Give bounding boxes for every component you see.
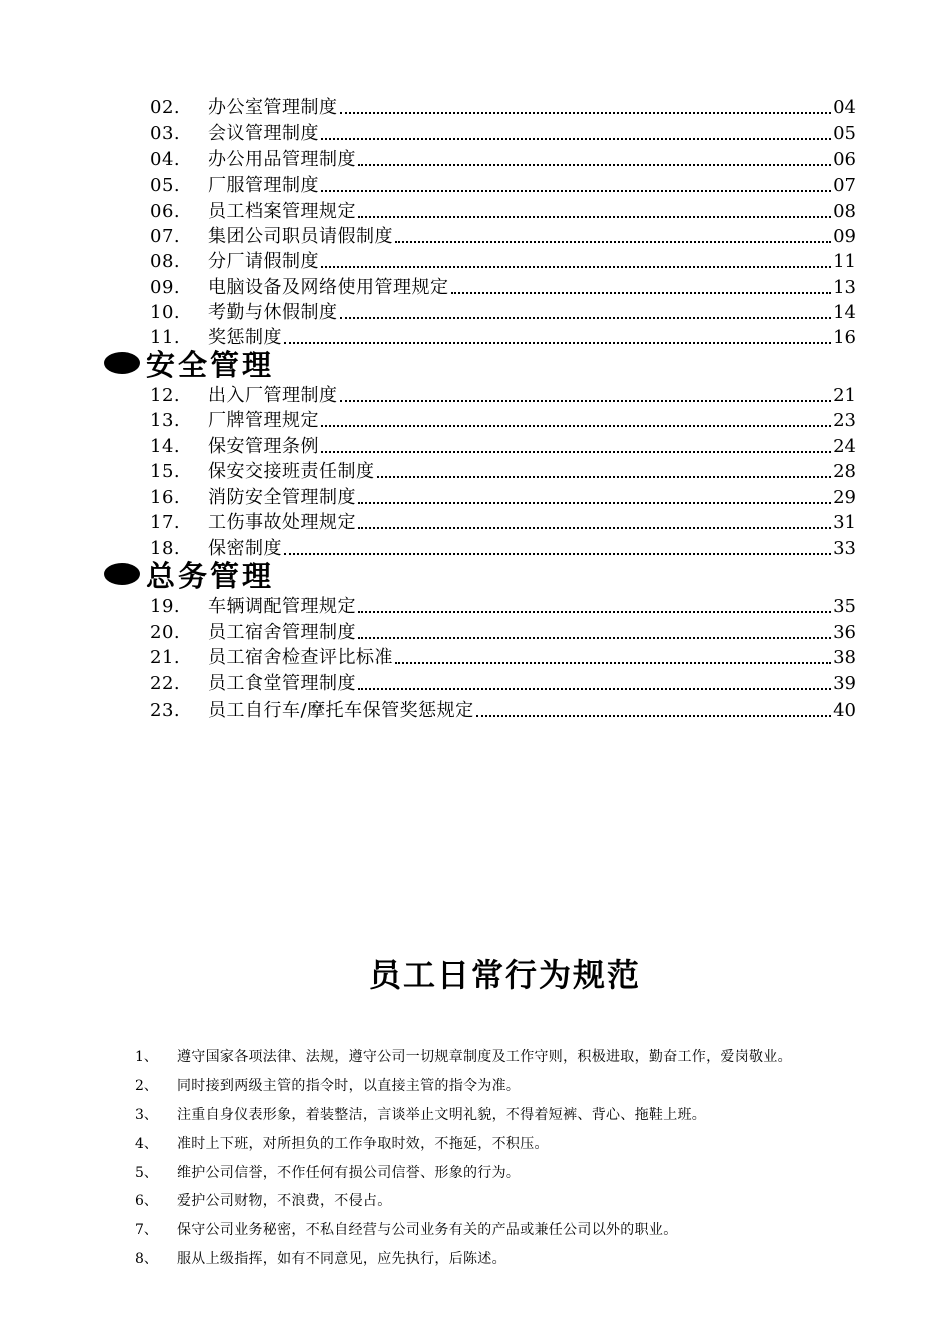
toc-leader-dots xyxy=(284,552,831,555)
toc-entry-page: 24 xyxy=(833,436,856,457)
toc-entry-page: 16 xyxy=(833,327,856,348)
list-item xyxy=(135,1131,925,1155)
toc-entry-number: 04. xyxy=(150,149,181,170)
toc-entry-number: 14. xyxy=(150,436,181,457)
toc-entry-page: 31 xyxy=(833,512,856,533)
toc-leader-dots xyxy=(321,189,831,192)
bullet-icon xyxy=(104,563,140,585)
toc-entry-title: 员工档案管理规定 xyxy=(208,201,356,222)
toc-entry-number: 16. xyxy=(150,487,181,508)
toc-entry-number: 05. xyxy=(150,175,181,196)
section-heading-label: 安全管理 xyxy=(146,347,275,382)
toc-entry-number: 09. xyxy=(150,277,181,298)
list-item xyxy=(135,1160,925,1184)
toc-entry xyxy=(150,669,856,695)
toc-entry-title: 办公用品管理制度 xyxy=(208,149,356,170)
list-item-text: 维护公司信誉，不作任何有损公司信誉、形象的行为。 xyxy=(177,1165,521,1181)
list-item-number: 8、 xyxy=(135,1251,158,1267)
toc-entry-number: 08. xyxy=(150,251,181,272)
toc-entry-page: 38 xyxy=(833,647,856,668)
toc-leader-dots xyxy=(340,399,832,402)
toc-entry-title: 保安交接班责任制度 xyxy=(208,461,375,482)
section-heading-general-affairs xyxy=(104,557,274,591)
toc-entry-title: 员工自行车/摩托车保管奖惩规定 xyxy=(208,700,474,721)
toc-entry-number: 11. xyxy=(150,327,181,348)
toc-entry-title: 出入厂管理制度 xyxy=(208,385,338,406)
toc-entry-page: 35 xyxy=(833,596,856,617)
toc-leader-dots xyxy=(377,475,832,478)
toc-leader-dots xyxy=(340,111,832,114)
list-item-text: 保守公司业务秘密，不私自经营与公司业务有关的产品或兼任公司以外的职业。 xyxy=(177,1222,678,1238)
toc-entry-page: 29 xyxy=(833,487,856,508)
toc-leader-dots xyxy=(358,215,831,218)
list-item-text: 注重自身仪表形象，着装整洁，言谈举止文明礼貌，不得着短裤、背心、拖鞋上班。 xyxy=(177,1107,707,1123)
list-item xyxy=(135,1102,925,1126)
toc-entry xyxy=(150,618,856,644)
toc-entry-title: 分厂请假制度 xyxy=(208,251,319,272)
list-item-text: 同时接到两级主管的指令时，以直接主管的指令为准。 xyxy=(177,1078,521,1094)
toc-entry-number: 12. xyxy=(150,385,181,406)
toc-entry xyxy=(150,93,856,119)
toc-entry-page: 21 xyxy=(833,385,856,406)
document-title: 员工日常行为规范 xyxy=(368,956,641,994)
toc-leader-dots xyxy=(321,265,831,268)
toc-entry-page: 28 xyxy=(833,461,856,482)
bullet-icon xyxy=(104,352,140,374)
toc-entry-number: 19. xyxy=(150,596,181,617)
toc-entry-title: 工伤事故处理规定 xyxy=(208,512,356,533)
toc-entry-page: 11 xyxy=(833,251,856,272)
toc-entry-number: 21. xyxy=(150,647,181,668)
toc-entry-title: 保密制度 xyxy=(208,538,282,559)
toc-entry-page: 36 xyxy=(833,622,856,643)
toc-leader-dots xyxy=(321,137,831,140)
toc-entry xyxy=(150,119,856,145)
toc-entry-title: 保安管理条例 xyxy=(208,436,319,457)
toc-leader-dots xyxy=(358,687,831,690)
list-item-number: 4、 xyxy=(135,1136,158,1152)
toc-entry-title: 电脑设备及网络使用管理规定 xyxy=(208,277,449,298)
toc-entry xyxy=(150,643,856,669)
toc-entry-title: 集团公司职员请假制度 xyxy=(208,226,393,247)
toc-entry-number: 02. xyxy=(150,97,181,118)
toc-leader-dots xyxy=(358,163,831,166)
list-item xyxy=(135,1188,925,1212)
toc-entry-number: 03. xyxy=(150,123,181,144)
toc-leader-dots xyxy=(358,501,831,504)
toc-leader-dots xyxy=(340,316,832,319)
toc-entry-page: 09 xyxy=(833,226,856,247)
toc-entry-title: 会议管理制度 xyxy=(208,123,319,144)
toc-entry-title: 办公室管理制度 xyxy=(208,97,338,118)
toc-leader-dots xyxy=(358,610,831,613)
toc-entry-page: 07 xyxy=(833,175,856,196)
toc-entry-number: 10. xyxy=(150,302,181,323)
toc-entry-page: 14 xyxy=(833,302,856,323)
toc-entry xyxy=(150,222,856,248)
toc-leader-dots xyxy=(321,424,831,427)
toc-entry xyxy=(150,696,856,722)
toc-entry-page: 33 xyxy=(833,538,856,559)
toc-entry xyxy=(150,197,856,223)
toc-entry xyxy=(150,432,856,458)
toc-entry-page: 05 xyxy=(833,123,856,144)
toc-entry xyxy=(150,145,856,171)
toc-entry-number: 23. xyxy=(150,700,181,721)
toc-leader-dots xyxy=(358,526,831,529)
toc-entry xyxy=(150,592,856,618)
toc-entry-title: 奖惩制度 xyxy=(208,327,282,348)
list-item xyxy=(135,1246,925,1270)
list-item-text: 准时上下班，对所担负的工作争取时效，不拖延，不积压。 xyxy=(177,1136,549,1152)
toc-entry-title: 员工宿舍管理制度 xyxy=(208,622,356,643)
list-item-number: 7、 xyxy=(135,1222,158,1238)
toc-leader-dots xyxy=(358,636,831,639)
list-item-number: 1、 xyxy=(135,1049,158,1065)
toc-entry-page: 40 xyxy=(833,700,856,721)
list-item-number: 6、 xyxy=(135,1193,158,1209)
list-item-number: 2、 xyxy=(135,1078,158,1094)
toc-entry-title: 考勤与休假制度 xyxy=(208,302,338,323)
toc-entry-title: 员工宿舍检查评比标准 xyxy=(208,647,393,668)
toc-entry-page: 39 xyxy=(833,673,856,694)
toc-leader-dots xyxy=(395,661,831,664)
toc-entry xyxy=(150,171,856,197)
toc-entry xyxy=(150,247,856,273)
list-item-text: 服从上级指挥，如有不同意见，应先执行，后陈述。 xyxy=(177,1251,506,1267)
toc-entry-title: 员工食堂管理制度 xyxy=(208,673,356,694)
list-item xyxy=(135,1217,925,1241)
toc-entry xyxy=(150,457,856,483)
toc-entry-number: 15. xyxy=(150,461,181,482)
toc-entry-title: 消防安全管理制度 xyxy=(208,487,356,508)
toc-entry xyxy=(150,381,856,407)
toc-entry-number: 13. xyxy=(150,410,181,431)
toc-leader-dots xyxy=(321,450,831,453)
toc-leader-dots xyxy=(284,341,831,344)
toc-entry-number: 17. xyxy=(150,512,181,533)
list-item-number: 5、 xyxy=(135,1165,158,1181)
toc-entry-page: 04 xyxy=(833,97,856,118)
toc-entry-title: 车辆调配管理规定 xyxy=(208,596,356,617)
toc-entry xyxy=(150,508,856,534)
toc-leader-dots xyxy=(451,291,832,294)
toc-entry-title: 厂牌管理规定 xyxy=(208,410,319,431)
toc-entry-page: 13 xyxy=(833,277,856,298)
toc-entry-number: 06. xyxy=(150,201,181,222)
list-item-text: 遵守国家各项法律、法规，遵守公司一切规章制度及工作守则，积极进取，勤奋工作，爱岗敬业。 xyxy=(177,1049,792,1065)
toc-leader-dots xyxy=(395,240,831,243)
toc-entry-page: 23 xyxy=(833,410,856,431)
toc-entry-number: 22. xyxy=(150,673,181,694)
section-heading-safety xyxy=(104,346,274,380)
list-item xyxy=(135,1073,925,1097)
list-item-text: 爱护公司财物，不浪费，不侵占。 xyxy=(177,1193,392,1209)
toc-entry-page: 08 xyxy=(833,201,856,222)
toc-entry-number: 20. xyxy=(150,622,181,643)
toc-entry xyxy=(150,298,856,324)
toc-entry xyxy=(150,406,856,432)
toc-entry xyxy=(150,273,856,299)
list-item-number: 3、 xyxy=(135,1107,158,1123)
toc-entry xyxy=(150,483,856,509)
toc-entry-title: 厂服管理制度 xyxy=(208,175,319,196)
toc-entry-number: 18. xyxy=(150,538,181,559)
toc-entry-number: 07. xyxy=(150,226,181,247)
toc-entry-page: 06 xyxy=(833,149,856,170)
toc-leader-dots xyxy=(476,714,832,717)
section-heading-label: 总务管理 xyxy=(146,558,275,593)
list-item xyxy=(135,1044,925,1068)
